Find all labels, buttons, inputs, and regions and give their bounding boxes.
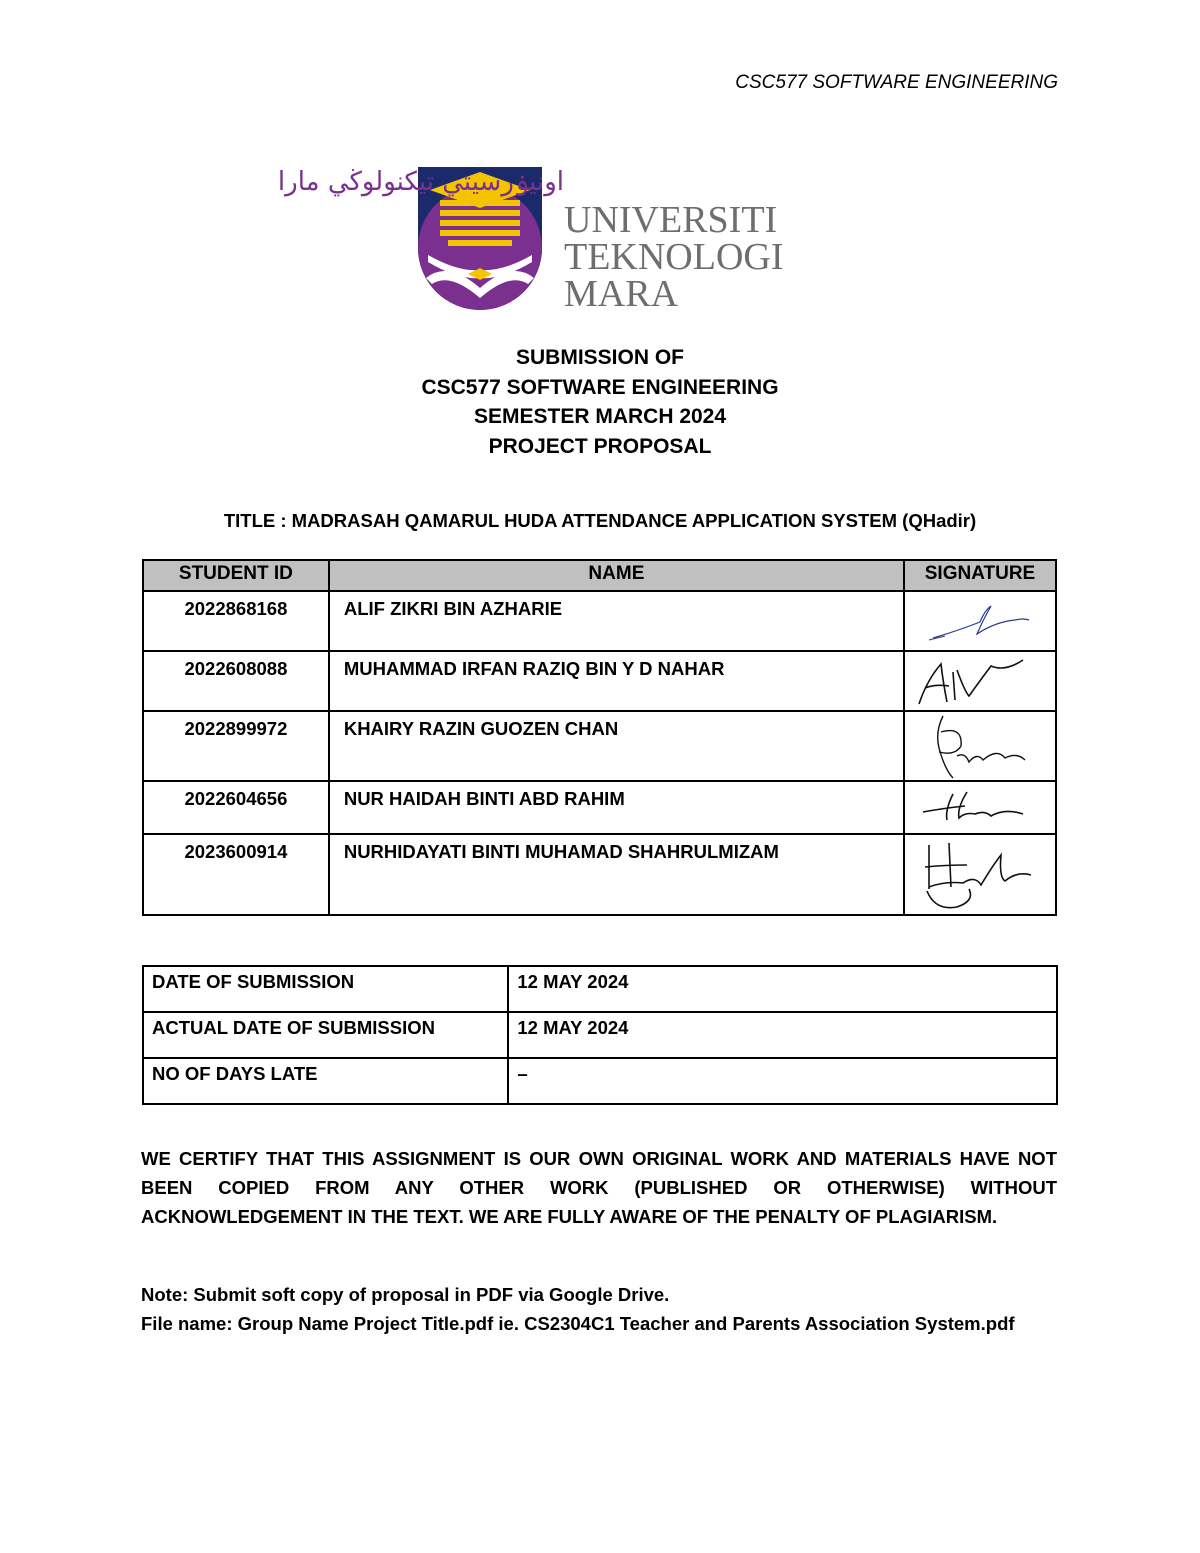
logo-line-mara: MARA [564,273,679,315]
heading-line-3: SEMESTER MARCH 2024 [473,405,727,428]
table-row [143,711,1056,781]
note-line-1: Note: Submit soft copy of proposal in PDF via Google Drive. [141,1284,670,1305]
signature-cell [904,591,1056,651]
students-table [142,559,1057,916]
note-line-2: File name: Group Name Project Title.pdf ie. CS2304C1 Teacher and Parents Association System.pdf [141,1313,1015,1334]
table-row [143,1058,1057,1104]
heading-line-1: SUBMISSION OF [515,346,684,369]
signature-cell [904,834,1056,915]
student-name: MUHAMMAD IRFAN RAZIQ BIN Y D NAHAR [329,651,904,711]
table-row [143,834,1056,915]
running-header: CSC577 SOFTWARE ENGINEERING [735,72,1058,93]
table-row [143,651,1056,711]
signature-image [905,712,1055,780]
signature-image [905,592,1055,650]
certification-statement: WE CERTIFY THAT THIS ASSIGNMENT IS OUR OWN ORIGINAL WORK AND MATERIALS HAVE NOT BEEN COPIED FROM ANY OTHER WORK (PUBLISHED OR OTHERWISE) WITHOUT ACKNOWLEDGEMENT IN THE TEXT. WE ARE FULLY AWARE OF THE PENALTY OF PLAGIARISM. [141,1148,1057,1227]
heading-line-4: PROJECT PROPOSAL [488,434,712,458]
signature-image [905,782,1055,833]
signature-image [905,652,1055,710]
submission-dates-table [142,965,1058,1105]
table-row [143,966,1057,1012]
date-value: 12 MAY 2024 [508,966,1057,1012]
document-heading [0,343,1200,461]
student-name: NURHIDAYATI BINTI MUHAMAD SHAHRULMIZAM [329,834,904,915]
header-signature: SIGNATURE [904,560,1056,591]
students-table-header [143,560,1056,591]
table-row [143,781,1056,834]
student-id: 2022608088 [143,651,329,711]
university-logo [277,160,788,315]
table-row [143,591,1056,651]
date-value: – [508,1058,1057,1104]
signature-cell [904,651,1056,711]
logo-jawi-text: اونيۏرسيتي تيکنولوڬي مارا [277,167,564,197]
date-value: 12 MAY 2024 [508,1012,1057,1058]
header-name: NAME [329,560,904,591]
submission-note [141,1280,1057,1338]
signature-cell [904,711,1056,781]
header-student-id: STUDENT ID [143,560,329,591]
student-id: 2022899972 [143,711,329,781]
student-id: 2022604656 [143,781,329,834]
student-name: KHAIRY RAZIN GUOZEN CHAN [329,711,904,781]
date-label: DATE OF SUBMISSION [143,966,508,1012]
signature-image [905,835,1055,914]
student-name: NUR HAIDAH BINTI ABD RAHIM [329,781,904,834]
logo-line-teknologi: TEKNOLOGI [564,236,784,278]
student-id: 2022868168 [143,591,329,651]
date-label: ACTUAL DATE OF SUBMISSION [143,1012,508,1058]
student-id: 2023600914 [143,834,329,915]
logo-line-universiti: UNIVERSITI [564,199,778,241]
table-row [143,1012,1057,1058]
student-name: ALIF ZIKRI BIN AZHARIE [329,591,904,651]
signature-cell [904,781,1056,834]
heading-line-2: CSC577 SOFTWARE ENGINEERING [421,375,779,399]
date-label: NO OF DAYS LATE [143,1058,508,1104]
project-title: TITLE : MADRASAH QAMARUL HUDA ATTENDANCE APPLICATION SYSTEM (QHadir) [223,510,977,531]
